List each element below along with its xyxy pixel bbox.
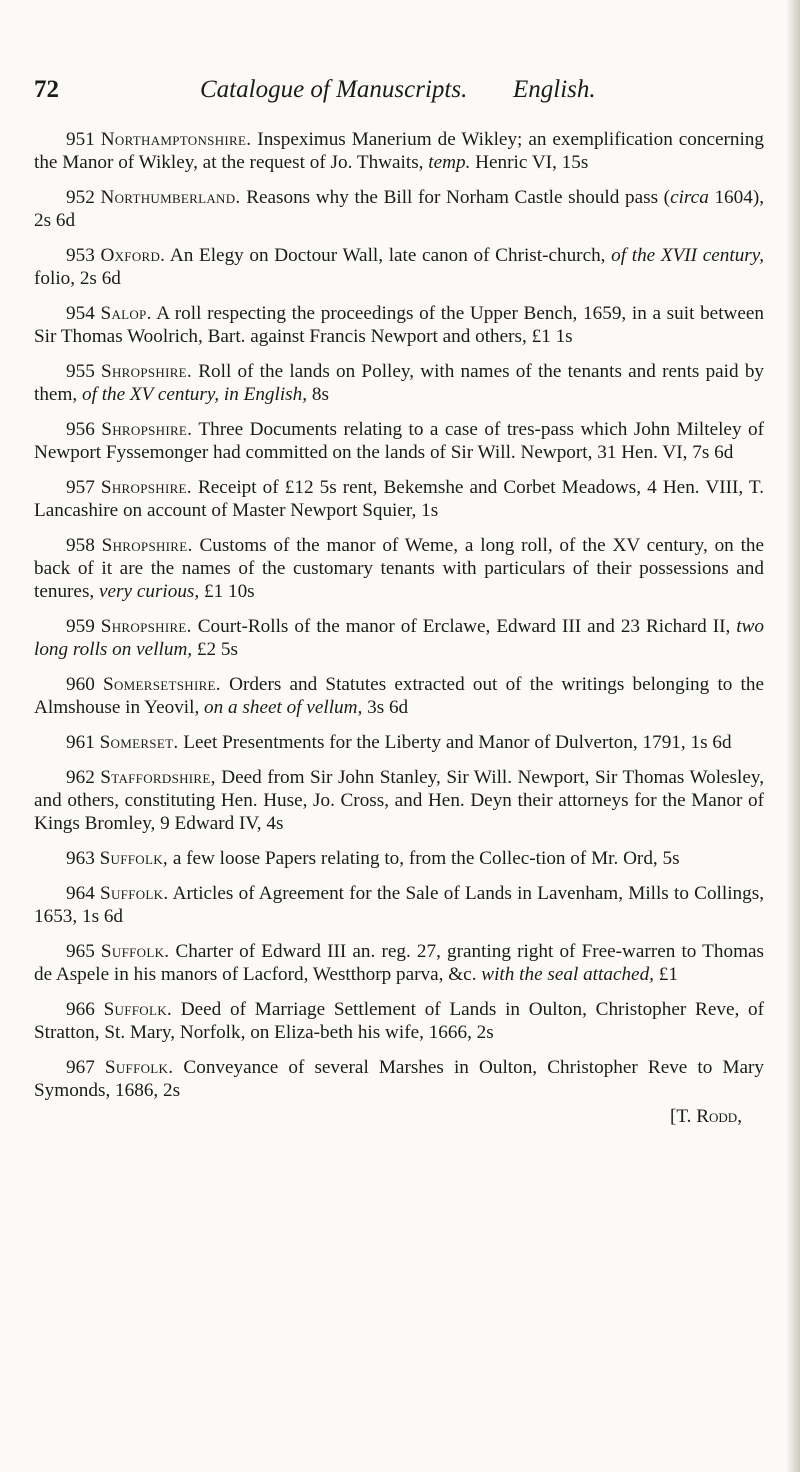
catalogue-entry	[34, 673, 764, 719]
entry-description: Charter of Edward III an. reg. 27, granting right of Free-warren to Thomas de Aspele in his manors of Lacford, Westthorp parva, &c.	[34, 941, 764, 986]
entry-county: Shropshire.	[100, 477, 192, 498]
catchword: [T. Rodd,	[669, 1106, 742, 1127]
entry-county: Somersetshire.	[102, 674, 221, 696]
catalogue-entry	[34, 302, 764, 348]
entry-italic-note: circa	[670, 187, 709, 208]
entry-number: 966	[66, 999, 95, 1020]
entry-price: £2 5s	[192, 639, 238, 661]
catalogue-entry	[34, 186, 764, 232]
entry-county: Somerset.	[99, 732, 179, 754]
entry-description: Deed of Marriage Settlement of Lands in Oulton, Christopher Reve, of Stratton, St. Mary, Norfolk, on Eliza-beth his wife, 1666, 2s	[34, 999, 765, 1044]
entry-number: 964	[66, 883, 95, 904]
entry-description: a few loose Papers relating to, from the Collec-tion of Mr. Ord, 5s	[168, 848, 680, 870]
entry-number: 952	[66, 187, 95, 208]
entry-county: Shropshire.	[101, 535, 193, 556]
catalogue-entry	[34, 128, 764, 174]
catalogue-entry	[34, 534, 764, 604]
catalogue-entry	[34, 882, 764, 928]
entry-description: A roll respecting the proceedings of the Upper Bench, 1659, in a suit between Sir Thomas Woolrich, Bart. against Francis Newport and others, £1 1s	[34, 303, 765, 348]
entry-county: Suffolk.	[100, 941, 170, 962]
entry-county: Suffolk.	[104, 1057, 174, 1078]
entry-description: Orders and Statutes extracted out of the writings belonging to the Almshouse in Yeovil,	[34, 674, 765, 719]
entry-description: Receipt of £12 5s rent, Bekemshe and Corbet Meadows, 4 Hen. VIII, T. Lancashire on account of Master Newport Squier, 1s	[34, 477, 764, 522]
entry-number: 963	[66, 848, 95, 870]
entry-description: Deed from Sir John Stanley, Sir Will. Newport, Sir Thomas Wolesley, and others, constituting Hen. Huse, Jo. Cross, and Hen. Deyn their attorneys for the Manor of Kings Bromley, 9 Edward IV, 4s	[34, 767, 764, 835]
entry-county: Shropshire.	[101, 361, 193, 382]
catalogue-entry	[34, 1056, 764, 1102]
entry-description: Leet Presentments for the Liberty and Manor of Dulverton, 1791, 1s 6d	[178, 732, 732, 754]
entry-list	[34, 128, 764, 1102]
entry-price: £1	[653, 964, 678, 986]
catalogue-entry	[34, 615, 764, 661]
entry-number: 955	[66, 361, 95, 382]
entry-number: 959	[66, 616, 95, 638]
catalogue-entry	[34, 731, 764, 754]
page-number: 72	[34, 76, 59, 103]
entry-description: An Elegy on Doctour Wall, late canon of Christ-church,	[165, 245, 612, 266]
entry-price: 8s	[307, 384, 329, 406]
entry-number: 965	[66, 941, 95, 962]
entry-county: Suffolk.	[100, 883, 169, 904]
entry-description: Customs of the manor of Weme, a long roll, of the XV century, on the back of it are the names of the customary tenants with particulars of their possessions and tenures,	[34, 535, 765, 603]
entry-italic-note: temp.	[428, 152, 471, 174]
entry-description: Court-Rolls of the manor of Erclawe, Edward III and 23 Richard II,	[191, 616, 737, 638]
entry-county: Staffordshire,	[100, 767, 216, 788]
entry-county: Suffolk.	[103, 999, 172, 1020]
catalogue-entry	[34, 847, 764, 870]
catalogue-entry	[34, 244, 764, 290]
entry-italic-note: on a sheet of vellum,	[204, 697, 363, 719]
entry-description: Reasons why the Bill for Norham Castle should pass (	[240, 187, 671, 208]
entry-italic-note: of the XV century, in English,	[81, 384, 308, 406]
catalogue-page	[34, 76, 764, 1128]
section-title: English.	[513, 76, 596, 103]
entry-number: 953	[66, 245, 95, 266]
entry-number: 967	[66, 1057, 95, 1078]
entry-italic-note: of the XVII century,	[611, 245, 765, 266]
page-edge-shadow	[786, 0, 800, 1472]
entry-county: Salop.	[100, 303, 152, 324]
entry-description: Inspeximus Manerium de Wikley; an exemplification concerning the Manor of Wikley, at the request of Jo. Thwaits,	[34, 129, 764, 174]
entry-number: 951	[66, 129, 95, 150]
catalogue-entry	[34, 940, 764, 986]
entry-number: 962	[66, 767, 95, 788]
running-header	[34, 76, 764, 116]
entry-description: Articles of Agreement for the Sale of Lands in Lavenham, Mills to Collings, 1653, 1s 6d	[34, 883, 764, 928]
entry-number: 954	[66, 303, 95, 324]
entry-county: Suffolk,	[99, 848, 169, 870]
entry-italic-note: two long rolls on vellum,	[34, 616, 764, 661]
entry-county: Oxford.	[100, 245, 166, 266]
catalogue-entry	[34, 418, 764, 464]
entry-county: Northumberland.	[100, 187, 241, 208]
entry-number: 958	[66, 535, 95, 556]
entry-number: 957	[66, 477, 95, 498]
entry-price: £1 10s	[199, 581, 255, 603]
entry-price: folio, 2s 6d	[34, 268, 121, 290]
entry-number: 961	[66, 732, 95, 754]
entry-number: 960	[66, 674, 95, 696]
entry-county: Shropshire.	[101, 419, 193, 440]
catalogue-entry	[34, 476, 764, 522]
entry-price: Henric VI, 15s	[470, 152, 589, 174]
entry-italic-note: very curious,	[99, 581, 200, 603]
entry-price: 1604), 2s 6d	[34, 187, 765, 232]
entry-italic-note: with the seal attached,	[481, 964, 654, 986]
catalogue-entry	[34, 998, 764, 1044]
catalogue-entry	[34, 766, 764, 836]
entry-description: Roll of the lands on Polley, with names of the tenants and rents paid by them,	[34, 361, 765, 406]
page-title: Catalogue of Manuscripts.	[200, 76, 468, 103]
catalogue-entry	[34, 360, 764, 406]
entry-county: Northamptonshire.	[100, 129, 252, 150]
entry-description: Three Documents relating to a case of tres-pass which John Milteley of Newport Fyssemonger had committed on the lands of Sir Will. Newport, 31 Hen. VI, 7s 6d	[34, 419, 764, 464]
entry-description: Conveyance of several Marshes in Oulton, Christopher Reve to Mary Symonds, 1686, 2s	[34, 1057, 765, 1102]
entry-price: 3s 6d	[362, 697, 409, 719]
entry-number: 956	[66, 419, 95, 440]
entry-county: Shropshire.	[100, 616, 192, 638]
